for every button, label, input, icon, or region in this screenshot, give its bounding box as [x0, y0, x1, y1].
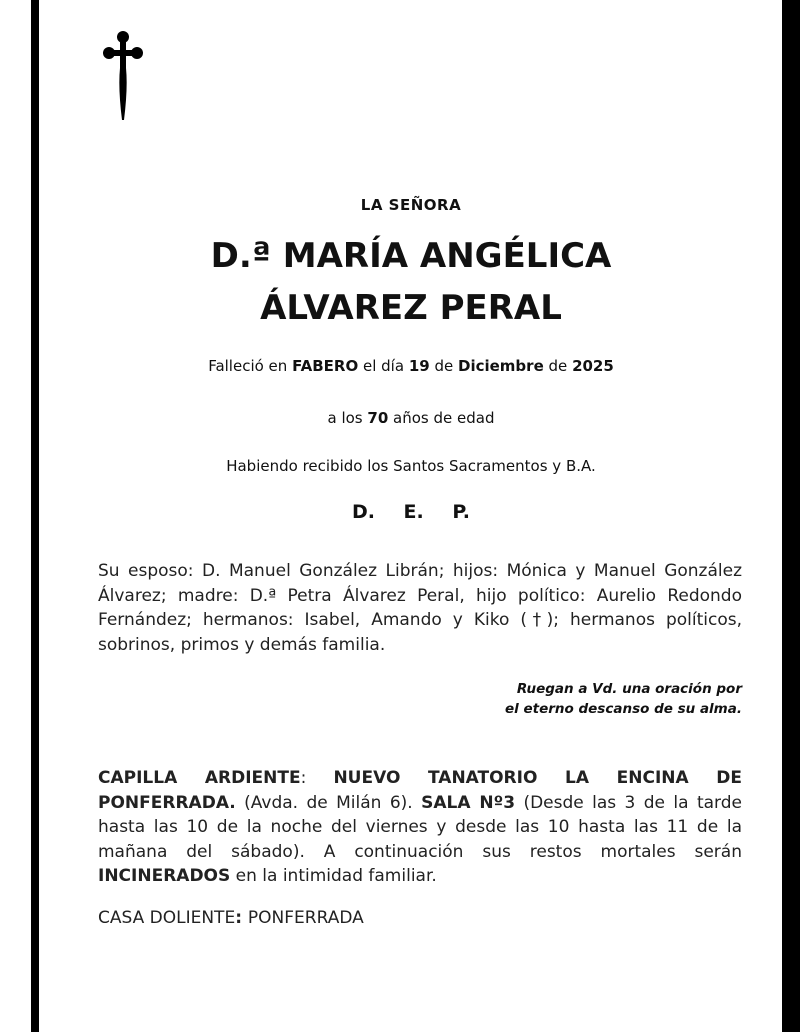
death-day: 19: [408, 357, 430, 375]
cross-icon: [100, 28, 146, 124]
house-of-mourning: CASA DOLIENTE: PONFERRADA: [98, 908, 364, 928]
death-info: Falleció en FABERO el día 19 de Diciembre de 2025: [208, 357, 614, 375]
family-paragraph: Su esposo: D. Manuel González Librán; hijos: Mónica y Manuel González Álvarez; madre: D.ª Petra Álvarez Peral, hijo político: Aurelio Redondo Fernández; hermanos: Isabel, Amando y Kiko (†); hermanos políticos, sobrinos, primos y demás familia.: [98, 561, 742, 655]
house-location: PONFERRADA: [247, 908, 364, 928]
chapel-room: SALA Nº3: [421, 792, 516, 813]
death-year: 2025: [572, 357, 614, 375]
disposition: INCINERADOS: [98, 866, 231, 886]
chapel-label: CAPILLA ARDIENTE: [98, 768, 301, 788]
right-border: [782, 0, 800, 1032]
sacraments-text: Habiendo recibido los Santos Sacramentos y B.A.: [226, 457, 596, 475]
age-info: a los 70 años de edad: [327, 409, 495, 427]
dep-text: D. E. P.: [351, 501, 471, 523]
chapel-venue: NUEVO TANATORIO LA ENCINA DE PONFERRADA.: [98, 768, 743, 813]
prayer-request: Ruegan a Vd. una oración por el eterno descanso de su alma.: [505, 681, 742, 717]
death-place: FABERO: [292, 357, 359, 375]
death-month: Diciembre: [458, 357, 544, 375]
age-value: 70: [367, 409, 389, 427]
deceased-name-line1: D.ª MARÍA ANGÉLICA: [210, 236, 612, 276]
chapel-paragraph: CAPILLA ARDIENTE: NUEVO TANATORIO LA ENCINA DE PONFERRADA. (Avda. de Milán 6). SALA Nº3 (Desde las 3 de la tarde hasta las 10 de la noche del viernes y desde las 10 hasta las 11 de la mañana del sábado). A continuación sus restos mortales serán INCINERADOS en la intimidad familiar.: [98, 768, 743, 886]
deceased-name-line2: ÁLVAREZ PERAL: [260, 288, 562, 328]
intro-title: LA SEÑORA: [360, 196, 462, 214]
left-border: [31, 0, 39, 1032]
